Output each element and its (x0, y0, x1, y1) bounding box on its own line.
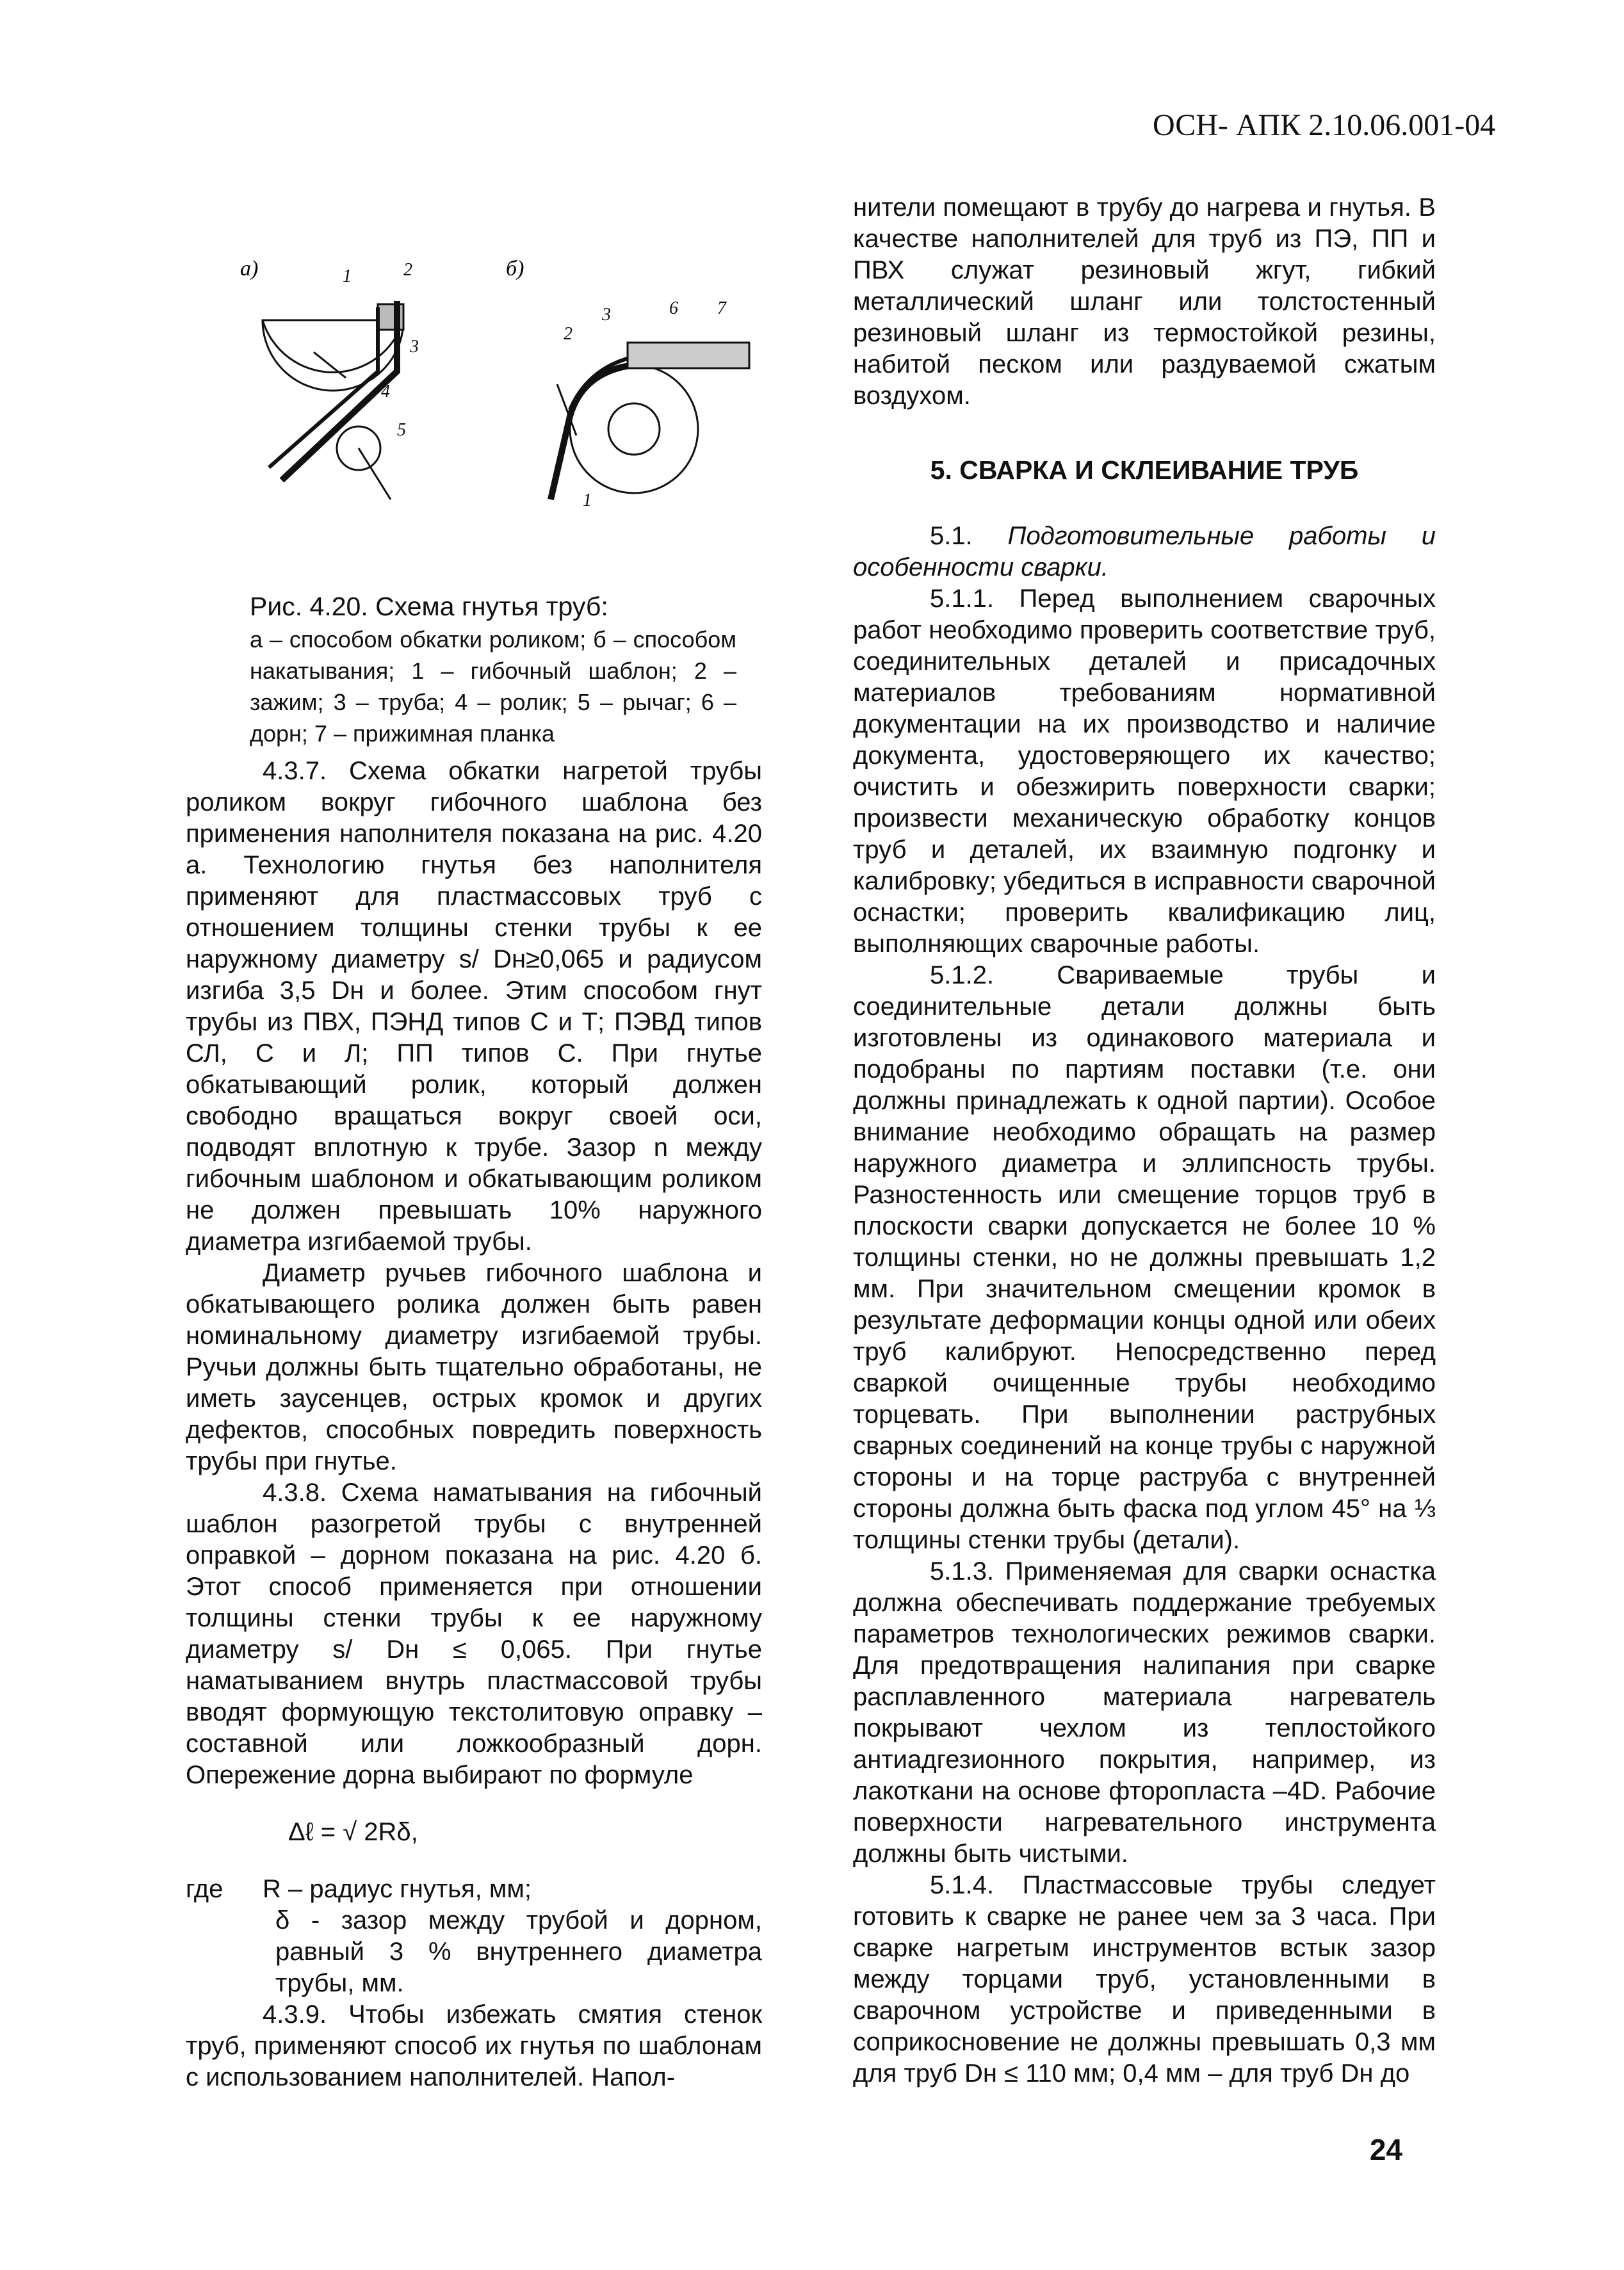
document-code-header: ОСН- АПК 2.10.06.001-04 (1153, 108, 1496, 142)
figure-caption-title: Рис. 4.20. Схема гнутья труб: (250, 592, 608, 621)
scheme-a-number: 3 (410, 337, 419, 357)
scheme-a-number: 1 (343, 266, 352, 286)
paragraph-4-3-8: 4.3.8. Схема наматывания на гибочный шаблон разогретой трубы с внутренней оправкой – дорном показана на рис. 4.20 б. Этот способ применяется при отношении толщины стенки трубы к ее наружному диаметру s/ Dн ≤ 0,065. При гнутье наматыванием внутрь пластмассовой трубы вводят формующую текстолитовую оправку – составной или ложкообразный дорн. Опережение дорна выбирают по формуле (186, 1479, 762, 1789)
formula-mandrel-advance: Δℓ = √ 2Rδ, (288, 1818, 418, 1846)
paragraph-groove-diameter: Диаметр ручьев гибочного шаблона и обкатывающего ролика должен быть равен номинальному диаметру изгибаемой трубы. Ручьи должны быть тщательно обработаны, не иметь заусенцев, острых кромок и других дефектов, способных повредить поверхность трубы при гнутье. (186, 1259, 762, 1475)
pipe-bending-drawing (186, 243, 762, 512)
scheme-a-number: 4 (381, 382, 390, 401)
figure-caption-legend: а – способом обкатки роликом; б – способом накатывания; 1 – гибочный шаблон; 2 – зажим; 3 – труба; 4 – ролик; 5 – рычаг; 6 – дорн; 7 – прижимная планка (250, 626, 736, 747)
figure-pipe-bending-scheme (186, 243, 762, 512)
paragraph-5-1-3: 5.1.3. Применяемая для сварки оснастка должна обеспечивать поддержание требуемых параметров технологических режимов сварки. Для предотвращения налипания при сварке расплавленного материала нагреватель покрывают чехлом из теплостойкого антиадгезионного покрытия, например, из лакоткани на основе фторопласта –4D. Рабочие поверхности нагревательного инструмента должны быть чистыми. (853, 1557, 1436, 1868)
paragraph-4-3-7: 4.3.7. Схема обкатки нагретой трубы роликом вокруг гибочного шаблона без применения наполнителя показана на рис. 4.20 а. Технологию гнутья без наполнителя применяют для пластмассовых труб с отношением толщины стенки трубы к ее наружному диаметру s/ Dн≥0,065 и радиусом изгиба 3,5 Dн и более. Этим способом гнут трубы из ПВХ, ПЭНД типов С и Т; ПЭВД типов СЛ, С и Л; ПП типов С. При гнутье обкатывающий ролик, который должен свободно вращаться вокруг своей оси, подводят вплотную к трубе. Зазор n между гибочным шаблоном и обкатывающим роликом не должен превышать 10% наружного диаметра изгибаемой трубы. (186, 757, 762, 1256)
right-column (853, 192, 1436, 2089)
scheme-b-number: 2 (564, 324, 572, 344)
scheme-b-number: 1 (583, 490, 592, 510)
figure-label-a: а) (240, 257, 259, 280)
paragraph-4-3-9: 4.3.9. Чтобы избежать смятия стенок труб, применяют способ их гнутья по шаблонам с использованием наполнителей. Напол- (186, 2000, 762, 2091)
paragraph-fillers-continued: нители помещают в трубу до нагрева и гнутья. В качестве наполнителей для труб из ПЭ, ПП и ПВХ служат резиновый жгут, гибкий металлический шланг или толстостенный резиновый шланг из термостойкой резины, набитой песком или раздуваемой сжатым воздухом. (853, 193, 1436, 410)
left-column (186, 756, 762, 2093)
subsection-number: 5.1. (930, 522, 973, 550)
legend-radius: R – радиус гнутья, мм; (263, 1875, 532, 1903)
scheme-b-number: 6 (669, 298, 678, 318)
paragraph-5-1-1: 5.1.1. Перед выполнением сварочных работ необходимо проверить соответствие труб, соединительных деталей и присадочных материалов требованиям нормативной документации на их производство и наличие документа, удостоверяющего их качество; очистить и обезжирить поверхности сварки; произвести механическую обработку концов труб и деталей, их взаимную подгонку и калибровку; убедиться в исправности сварочной оснастки; проверить квалификацию лиц, выполняющих сварочные работы. (853, 585, 1436, 958)
figure-caption (250, 589, 736, 749)
scheme-b-number: 7 (717, 298, 726, 318)
legend-gap: δ - зазор между трубой и дорном, равный 3 % внутреннего диаметра трубы, мм. (275, 1906, 762, 1997)
formula-legend (186, 1874, 762, 1999)
subsection-5-1 (853, 521, 1436, 583)
page-number: 24 (1369, 2133, 1402, 2166)
paragraph-5-1-2: 5.1.2. Свариваемые трубы и соединительные детали должны быть изготовлены из одинакового материала и подобраны по партиям поставки (т.е. они должны принадлежать к одной партии). Особое внимание необходимо обращать на размер наружного диаметра и эллипсность трубы. Разностенность или смещение торцов труб в плоскости сварки допускается не более 10 % толщины стенки, но не должны превышать 1,2 мм. При значительном смещении кромок в результате деформации концы одной или обеих труб калибруют. Непосредственно перед сваркой очищенные трубы необходимо торцевать. При выполнении раструбных сварных соединений на конце трубы с наружной стороны и на торце раструба с внутренней стороны должна быть фаска под углом 45° на ⅓ толщины стенки трубы (детали). (853, 961, 1436, 1554)
subsection-title: Подготовительные работы и особенности сварки. (853, 522, 1436, 581)
scheme-a-number: 5 (397, 420, 406, 440)
paragraph-5-1-4: 5.1.4. Пластмассовые трубы следует готовить к сварке не ранее чем за 3 часа. При сварке нагретым инструментов встык зазор между торцами труб, установленными в сварочном устройстве и приведенными в соприкосновение не должны превышать 0,3 мм для труб Dн ≤ 110 мм; 0,4 мм – для труб Dн до (853, 1871, 1436, 2088)
scheme-b (551, 343, 749, 499)
figure-label-b: б) (506, 257, 524, 280)
scheme-b-number: 3 (602, 305, 611, 325)
formula-legend-label: где (186, 1875, 223, 1903)
section-title-welding: 5. СВАРКА И СКЛЕИВАНИЕ ТРУБ (930, 455, 1359, 485)
scheme-a-number: 2 (403, 260, 412, 280)
